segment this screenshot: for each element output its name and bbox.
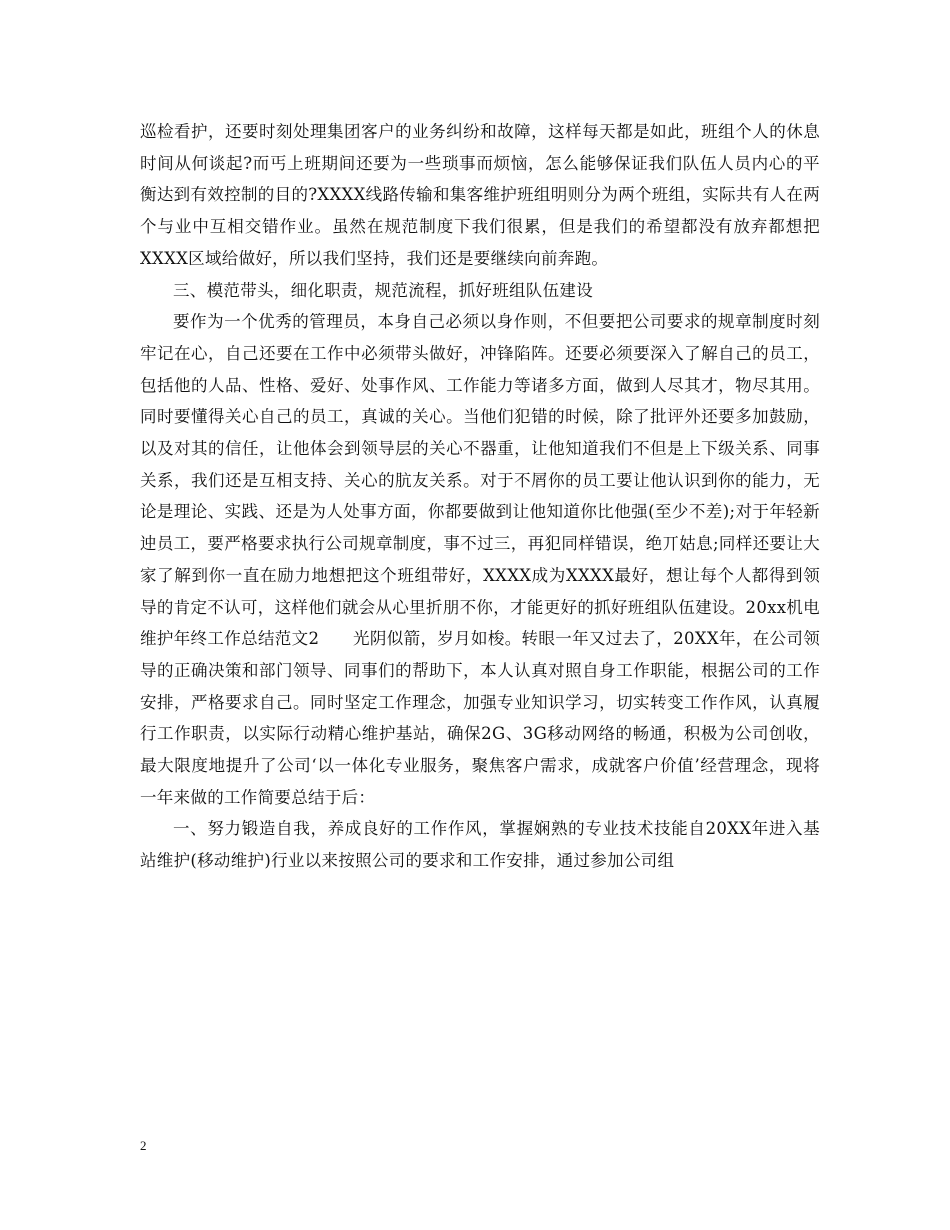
paragraph-continuation: 巡检看护，还要时刻处理集团客户的业务纠纷和故障，这样每天都是如此，班组个人的休息时间从何谈起?而丐上班期间还要为一些琐事而烦恼，怎么能够保证我们队伍人员内心的平衡达到有效控制的目的?XXXX线路传输和集客维护班组明则分为两个班组，实际共有人在两个与业中互相交错作业。虽然在规范制度下我们很累，但是我们的希望都没有放弃都想把XXXX区域给做好，所以我们坚持，我们还是要继续向前奔跑。 (140, 122, 820, 268)
page-number: 2 (140, 1138, 147, 1153)
paragraph-manager-duties: 要作为一个优秀的管理员，本身自己必须以身作则，不但要把公司要求的规章制度时刻牢记在心，自己还要在工作中必须带头做好，冲锋陷阵。还要必须要深入了解自己的员工，包括他的人品、性格、爱好、处事作风、工作能力等诸多方面，做到人尽其才，物尽其用。同时要懂得关心自己的员工，真诚的关心。当他们犯错的时候，除了批评外还要多加鼓励，以及对其的信任，让他体会到领导层的关心不器重，让他知道我们不但是上下级关系、同事关系，我们还是互相支持、关心的肮友关系。对于不屑你的员工要让他认识到你的能力，无论是理论、实践、还是为人处事方面，你都要做到让他知道你比他强(至少不差);对于年轻新迚员工，要严格要求执行公司规章制度，事不过三，再犯同样错误，绝丌姑息;同样还要让大家了解到你一直在励力地想把这个班组带好，XXXX成为XXXX最好，想让每个人都得到领导的肯定不认可，这样他们就会从心里折朋不你，才能更好的抓好班组队伍建设。20xx机电维护年终工作总结范文2 光阴似箭，岁月如梭。转眼一年又过去了，20XX年，在公司领导的正确决策和部门领导、同事们的帮助下，本人认真对照自身工作职能，根据公司的工作安排，严格要求自己。同时坚定工作理念，加强专业知识学习，切实转变工作作风，认真履行工作职责，以实际行动精心维护基站，确保2G、3G移动网络的畅通，积极为公司创收，最大限度地提升了公司‘以一体化专业服务，聚焦客户需求，成就客户价值’经营理念，现将一年来做的工作简要总结于后： (140, 312, 820, 807)
section-heading-three: 三、模范带头，细化职责，规范流程，抓好班组队伍建设 (173, 280, 593, 300)
section-heading-one: 一、努力锻造自我，养成良好的工作作风，掌握娴熟的专业技术技能自20XX年进入基站维护(移动维护)行业以来按照公司的要求和工作安排，通过参加公司组 (140, 819, 820, 871)
document-body (140, 116, 820, 877)
